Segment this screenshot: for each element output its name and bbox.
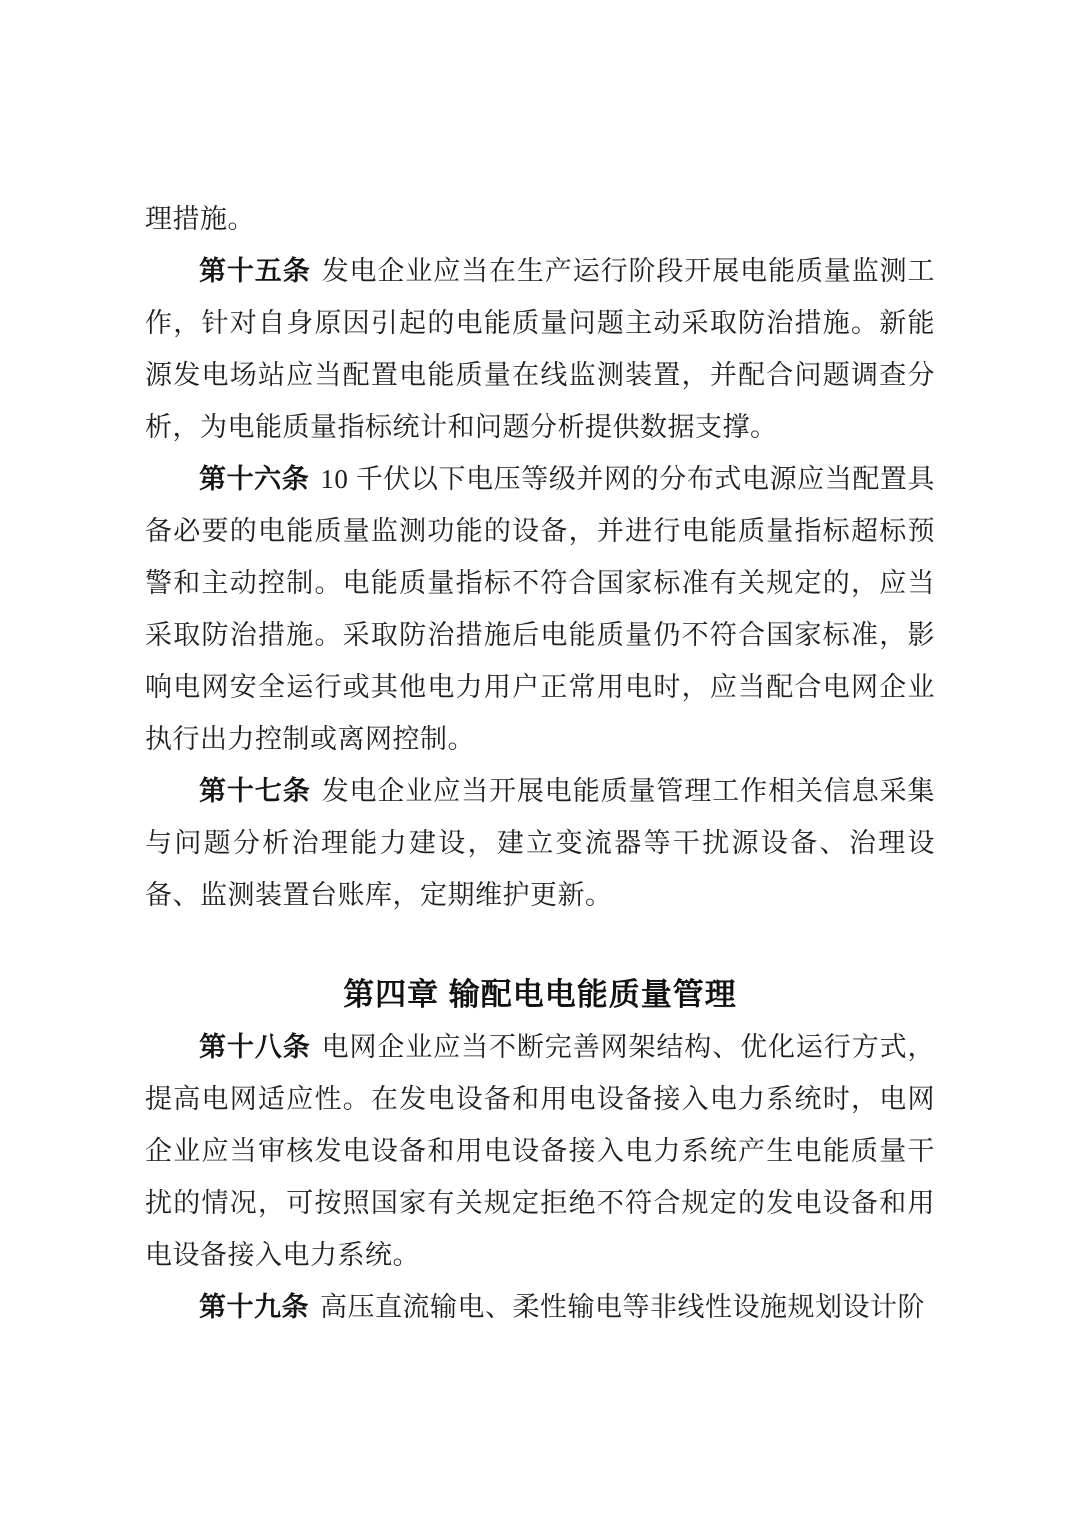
article-17-text: 发电企业应当开展电能质量管理工作相关信息采集与问题分析治理能力建设，建立变流器等干扰源设备、治理设备、监测装置台账库，定期维护更新。 [145, 776, 936, 910]
article-19-label: 第十九条 [199, 1292, 309, 1322]
article-16-label: 第十六条 [199, 464, 310, 494]
article-19-text: 高压直流输电、柔性输电等非线性设施规划设计阶 [320, 1292, 925, 1322]
article-18-label: 第十八条 [199, 1032, 311, 1062]
chapter-heading: 第四章 输配电电能质量管理 [343, 977, 737, 1012]
article-16 [145, 453, 935, 765]
article-16-text: 10 千伏以下电压等级并网的分布式电源应当配置具备必要的电能质量监测功能的设备，并进行电能质量指标超标预警和主动控制。电能质量指标不符合国家标准有关规定的，应当采取防治措施。采取防治措施后电能质量仍不符合国家标准，影响电网安全运行或其他电力用户正常用电时，应当配合电网企业执行出力控制或离网控制。 [145, 464, 936, 754]
article-15-label: 第十五条 [199, 256, 311, 286]
article-18 [145, 1021, 935, 1281]
article-18-text: 电网企业应当不断完善网架结构、优化运行方式，提高电网适应性。在发电设备和用电设备接入电力系统时，电网企业应当审核发电设备和用电设备接入电力系统产生电能质量干扰的情况，可按照国家有关规定拒绝不符合规定的发电设备和用电设备接入电力系统。 [145, 1032, 936, 1270]
document-body [145, 193, 935, 1333]
article-15-text: 发电企业应当在生产运行阶段开展电能质量监测工作，针对自身原因引起的电能质量问题主动采取防治措施。新能源发电场站应当配置电能质量在线监测装置，并配合问题调查分析，为电能质量指标统计和问题分析提供数据支撑。 [145, 256, 936, 442]
article-19 [145, 1281, 935, 1333]
article-17-label: 第十七条 [199, 776, 311, 806]
article-17 [145, 765, 935, 921]
article-15 [145, 245, 935, 453]
paragraph-continuation: 理措施。 [145, 204, 255, 234]
